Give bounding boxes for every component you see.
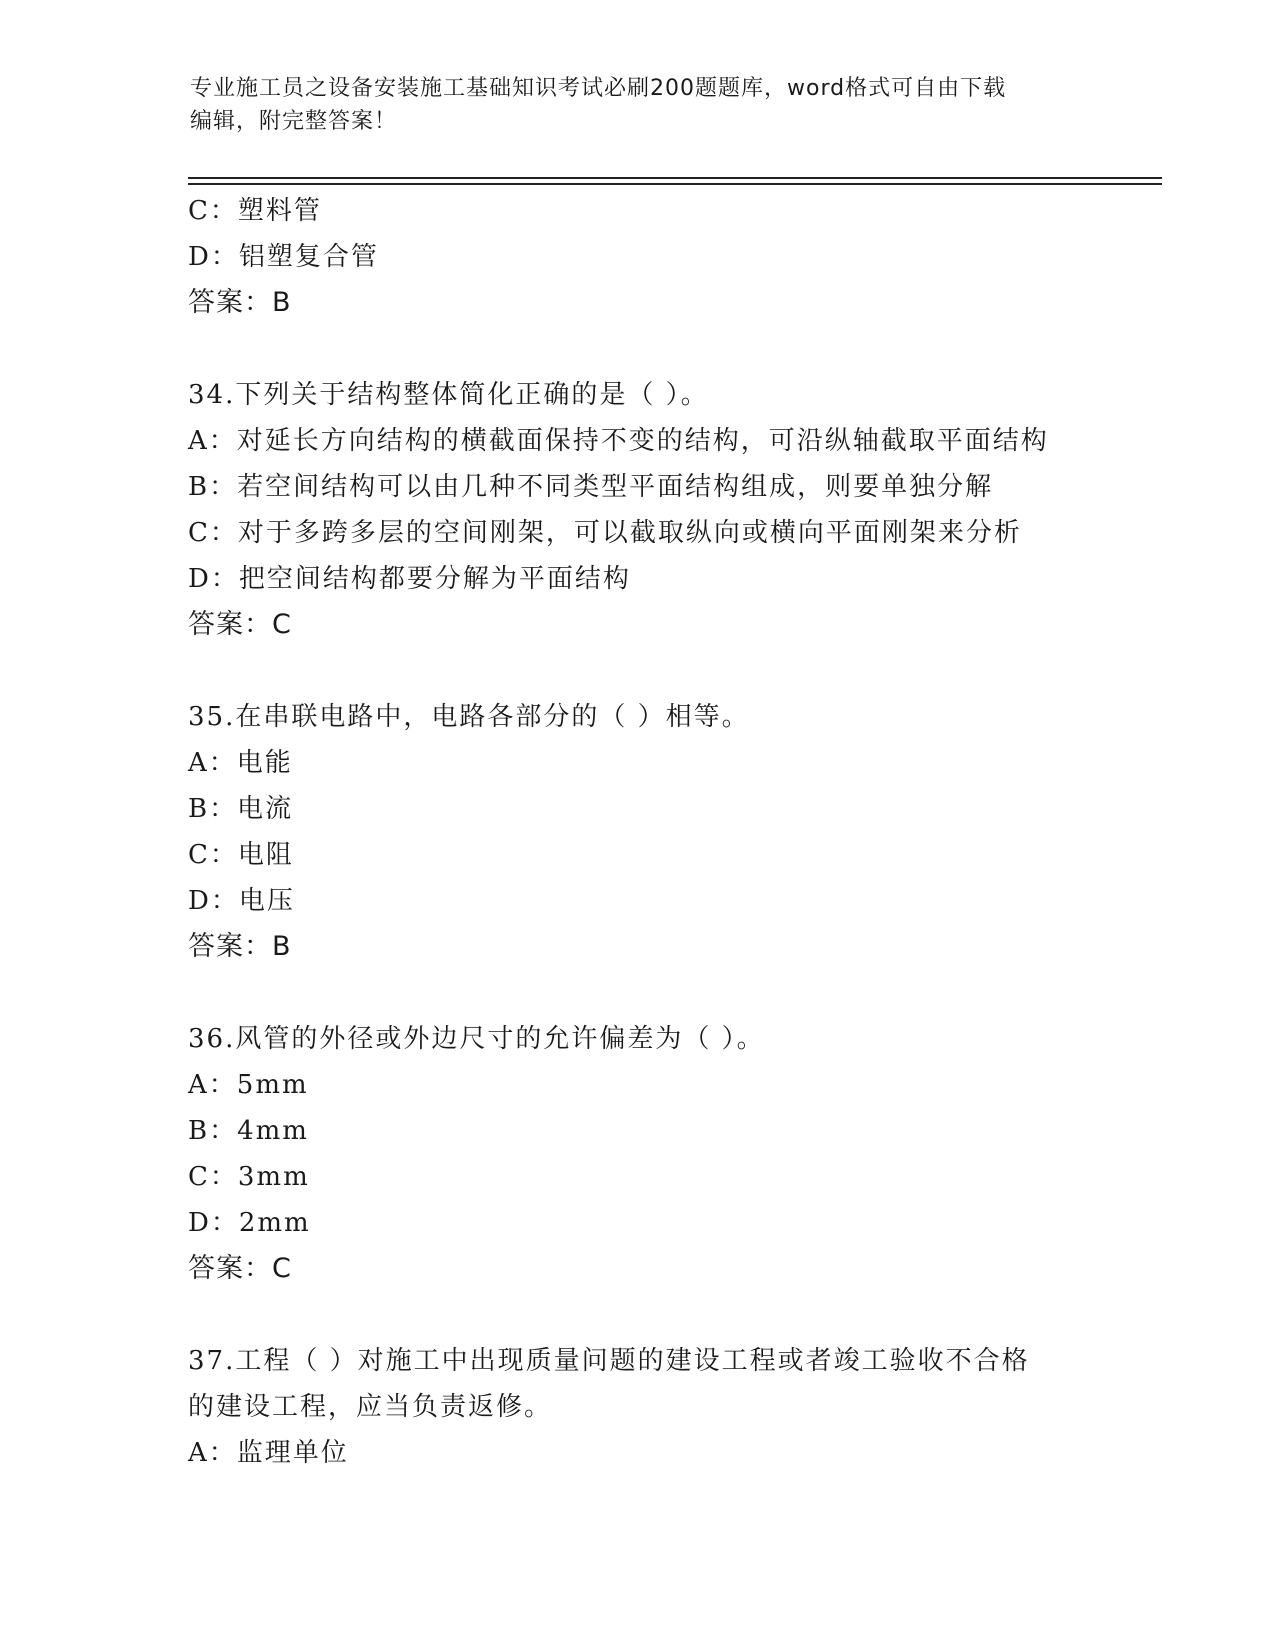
option-a: A：5mm (188, 1070, 309, 1100)
option-c: C：3mm (188, 1162, 310, 1192)
option-b: B：电流 (188, 794, 294, 824)
question-stem: 36.风管的外径或外边尺寸的允许偏差为（ ）。 (188, 1024, 765, 1054)
option-a: A：监理单位 (188, 1438, 349, 1468)
spacer (188, 326, 1148, 372)
answer-line: 答案：C (188, 1253, 292, 1284)
spacer (188, 1292, 1148, 1338)
header-line-1: 专业施工员之设备安装施工基础知识考试必刷200题题库，word格式可自由下载 (190, 76, 1007, 101)
option-a: A：电能 (188, 748, 293, 778)
option-b: B：4mm (188, 1116, 309, 1146)
header-line-2: 编辑，附完整答案！ (190, 109, 398, 134)
header-divider-bottom (188, 183, 1162, 185)
option-c: C：塑料管 (188, 196, 322, 226)
header-divider-top (188, 177, 1162, 179)
document-header (190, 72, 1090, 138)
option-a: A：对延长方向结构的横截面保持不变的结构，可沿纵轴截取平面结构 (188, 426, 1049, 456)
question-stem-continued: 的建设工程，应当负责返修。 (188, 1392, 553, 1422)
question-stem: 34.下列关于结构整体简化正确的是（ ）。 (188, 380, 709, 410)
option-d: D：把空间结构都要分解为平面结构 (188, 564, 631, 594)
spacer (188, 970, 1148, 1016)
option-d: D：铝塑复合管 (188, 242, 379, 272)
option-d: D：2mm (188, 1208, 311, 1238)
answer-line: 答案：B (188, 287, 292, 318)
option-c: C：对于多跨多层的空间刚架，可以截取纵向或横向平面刚架来分析 (188, 518, 1022, 548)
question-stem: 35.在串联电路中，电路各部分的（ ）相等。 (188, 702, 750, 732)
answer-line: 答案：B (188, 931, 292, 962)
option-d: D：电压 (188, 886, 295, 916)
option-b: B：若空间结构可以由几种不同类型平面结构组成，则要单独分解 (188, 472, 994, 502)
option-c: C：电阻 (188, 840, 294, 870)
question-stem: 37.工程（ ）对施工中出现质量问题的建设工程或者竣工验收不合格 (188, 1346, 1030, 1376)
question-list (188, 188, 1148, 1476)
answer-line: 答案：C (188, 609, 292, 640)
spacer (188, 648, 1148, 694)
